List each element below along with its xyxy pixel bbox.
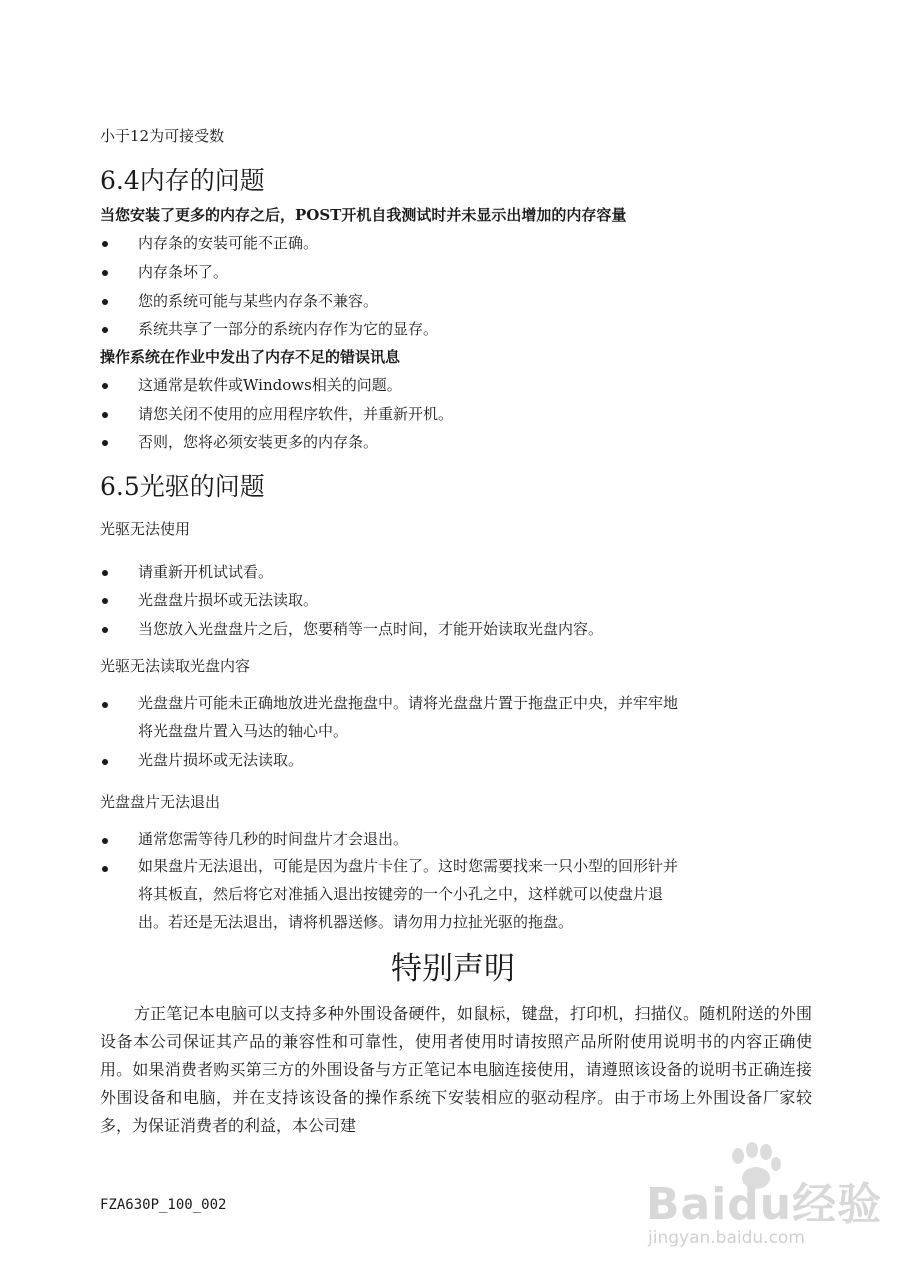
bullet-icon bbox=[102, 412, 108, 418]
footer-document-code: FZA630P_100_002 bbox=[100, 1197, 227, 1213]
bullet-icon bbox=[102, 759, 108, 765]
list-item-line: 光盘盘片可能未正确地放进光盘拖盘中。请将光盘盘片置于拖盘正中央，并牢牢地 bbox=[138, 694, 679, 712]
list-item: 当您放入光盘盘片之后，您要稍等一点时间，才能开始读取光盘内容。 bbox=[138, 620, 604, 638]
list-item: 光盘盘片损坏或无法读取。 bbox=[138, 591, 319, 609]
issue-title-cannot-read: 光驱无法读取光盘内容 bbox=[100, 657, 251, 675]
section-heading-memory: 6.4内存的问题 bbox=[100, 166, 265, 195]
issue-title-memory-not-detected: 当您安装了更多的内存之后，POST开机自我测试时并未显示出增加的内存容量 bbox=[100, 206, 627, 224]
list-item: 内存条坏了。 bbox=[138, 263, 229, 281]
section-heading-optical: 6.5光驱的问题 bbox=[100, 472, 265, 501]
list-item: 内存条的安装可能不正确。 bbox=[138, 234, 319, 252]
list-item-line: 出。若还是无法退出，请将机器送修。请勿用力拉扯光驱的拖盘。 bbox=[138, 913, 574, 931]
list-item: 这通常是软件或Windows相关的问题。 bbox=[138, 376, 402, 394]
bullet-icon bbox=[102, 598, 108, 604]
list-item-line: 将光盘盘片置入马达的轴心中。 bbox=[138, 722, 349, 740]
list-item-line: 光盘片损坏或无法读取。 bbox=[138, 751, 304, 769]
list-item: 请您关闭不使用的应用程序软件，并重新开机。 bbox=[138, 405, 454, 423]
watermark-url: jingyan.baidu.com bbox=[648, 1228, 805, 1248]
statement-paragraph: 方正笔记本电脑可以支持多种外围设备硬件，如鼠标，键盘，打印机，扫描仪。随机附送的外围设备本公司保证其产品的兼容性和可靠性，使用者使用时请按照产品所附使用说明书的内容正确使用。如果消费者购买第三方的外围设备与方正笔记本电脑连接使用，请遵照该设备的说明书正确连接外围设备和电脑，并在支持该设备的操作系统下安装相应的驱动程序。由于市场上外围设备厂家较多，为保证消费者的利益，本公司建 bbox=[100, 1004, 812, 1135]
list-item-line: 通常您需等待几秒的时间盘片才会退出。 bbox=[138, 830, 409, 848]
issue-title-cannot-eject: 光盘盘片无法退出 bbox=[100, 793, 221, 811]
bullet-icon bbox=[102, 241, 108, 247]
bullet-icon bbox=[102, 866, 108, 872]
list-item: 系统共享了一部分的系统内存作为它的显存。 bbox=[138, 320, 439, 338]
bullet-icon bbox=[102, 327, 108, 333]
baidu-watermark bbox=[636, 1140, 883, 1270]
bullet-icon bbox=[102, 440, 108, 446]
intro-line: 小于12为可接受数 bbox=[100, 127, 225, 145]
bullet-icon bbox=[102, 570, 108, 576]
list-item: 请重新开机试试看。 bbox=[138, 563, 274, 581]
bullet-icon bbox=[102, 270, 108, 276]
list-item-line: 如果盘片无法退出，可能是因为盘片卡住了。这时您需要找来一只小型的回形针并 bbox=[138, 857, 679, 875]
bullet-icon bbox=[102, 627, 108, 633]
watermark-logo-text: Baidu经验 bbox=[646, 1179, 883, 1230]
list-item-line: 将其板直，然后将它对准插入退出按键旁的一个小孔之中，这样就可以使盘片退 bbox=[138, 885, 664, 903]
list-item: 您的系统可能与某些内存条不兼容。 bbox=[138, 292, 379, 310]
issue-title-drive-unusable: 光驱无法使用 bbox=[100, 520, 191, 538]
bullet-icon bbox=[102, 702, 108, 708]
bullet-icon bbox=[102, 299, 108, 305]
bullet-icon bbox=[102, 838, 108, 844]
bullet-icon bbox=[102, 383, 108, 389]
list-item: 否则，您将必须安装更多的内存条。 bbox=[138, 433, 379, 451]
statement-title: 特别声明 bbox=[391, 951, 515, 987]
issue-title-memory-insufficient: 操作系统在作业中发出了内存不足的错误讯息 bbox=[100, 348, 401, 366]
